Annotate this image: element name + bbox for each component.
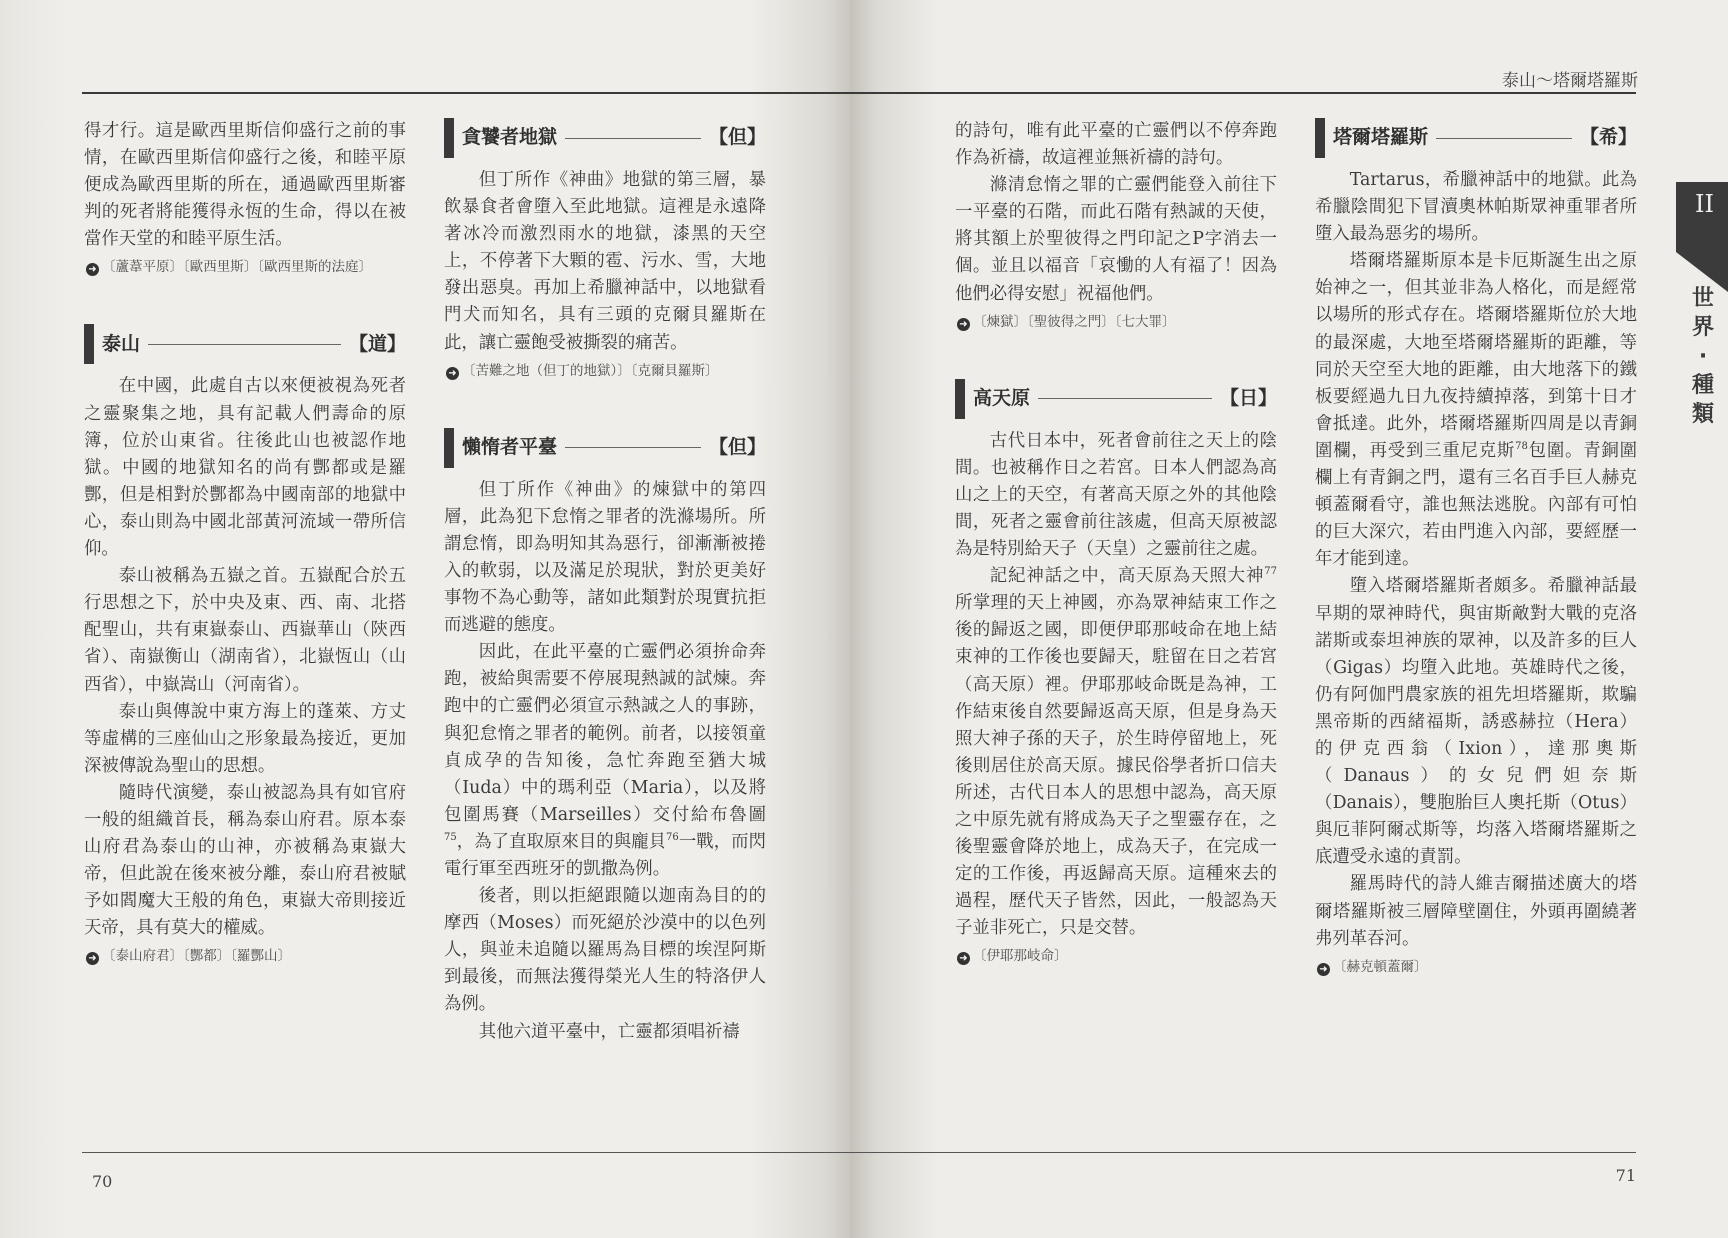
entry-title: 貪饕者地獄 <box>462 126 558 149</box>
paragraph: 羅馬時代的詩人維吉爾描述廣大的塔爾塔羅斯被三層障壁圍住，外頭再圍繞著弗列革吞河。 <box>1315 874 1637 949</box>
cross-reference-text: 〔伊耶那岐命〕 <box>973 948 1068 965</box>
continued-paragraph: 的詩句，唯有此平臺的亡靈們以不停奔跑作為祈禱，故這裡並無祈禱的詩句。 <box>955 121 1277 169</box>
entry-heading <box>1315 118 1637 158</box>
page-number: 71 <box>1615 1166 1636 1185</box>
entry-title: 塔爾塔羅斯 <box>1333 126 1429 149</box>
entry-tag: 【日】 <box>1219 387 1277 410</box>
paragraph: Tartarus，希臘神話中的地獄。此為希臘陰間犯下冒瀆奧林帕斯眾神重罪者所墮入最為惡劣的場所。 <box>1315 170 1637 245</box>
cross-reference <box>955 945 1277 967</box>
heading-bar <box>84 324 94 364</box>
page-number: 70 <box>92 1172 113 1191</box>
bottom-rule <box>82 1152 850 1153</box>
paragraph: 在中國，此處自古以來便被視為死者之靈聚集之地，具有記載人們壽命的原簿，位於山東省。往後此山也被認作地獄。中國的地獄知名的尚有酆都或是羅酆，但是相對於酆都為中國南部的地獄中心，泰山則為中國北部黃河流域一帶所信仰。 <box>84 376 406 560</box>
text-run: 因此，在此平臺的亡靈們必須拚命奔跑，被給與需要不停展現熱誠的試煉。奔跑中的亡靈們必須宣示熱誠之人的事跡，與犯怠惰之罪者的範例。前者，以接領童貞成孕的告知後，急忙奔跑至猶大城（Iuda）中的瑪利亞（Maria），以及將包圍馬賽（Marseilles）交付給布魯圖 <box>444 642 766 825</box>
heading-line <box>565 138 701 139</box>
footnote-mark: 75 <box>444 832 457 844</box>
text-run: 所掌理的天上神國，亦為眾神結束工作之後的歸返之國，即便伊耶那岐命在地上結束神的工作後也要歸天，駐留在日之若宮（高天原）裡。伊耶那岐命既是為神，工作結束後自然要歸返高天原，但是身為天照大神子孫的天子，於生時停留地上，死後則居住於高天原。據民俗學者折口信夫所述，古代日本人的思想中認為，高天原之中原先就有將成為天子之聖靈存在，之後聖靈會降於地上，成為天子，在完成一定的工作後，再返歸高天原。這種來去的過程，歷代天子皆然，因此，一般認為天子並非死亡，只是交替。 <box>955 593 1277 939</box>
entry-tag: 【但】 <box>708 126 766 149</box>
running-head: 泰山～塔爾塔羅斯 <box>1502 71 1638 91</box>
cross-reference-text: 〔煉獄〕〔聖彼得之門〕〔七大罪〕 <box>973 313 1176 330</box>
cross-reference-text: 〔泰山府君〕〔酆都〕〔羅酆山〕 <box>102 948 291 965</box>
entry-title: 高天原 <box>973 387 1031 410</box>
entry-heading <box>444 118 766 158</box>
paragraph: 隨時代演變，泰山被認為具有如官府一般的組織首長，稱為泰山府君。原本泰山府君為泰山的山神，亦被稱為東嶽大帝，但此說在後來被分離，泰山府君被賦予如閻魔大王般的角色，東嶽大帝則接近天帝，具有莫大的權威。 <box>84 782 406 939</box>
arrow-right-icon: ➜ <box>86 263 99 276</box>
cross-reference-text: 〔蘆葦平原〕〔歐西里斯〕〔歐西里斯的法庭〕 <box>102 259 372 276</box>
heading-bar <box>955 379 965 419</box>
text-run: 塔爾塔羅斯原本是卡厄斯誕生出之原始神之一，但其並非為人格化，而是經常以場所的形式存在。塔爾塔羅斯位於大地的最深處，大地至塔爾塔羅斯的距離，等同於天空至大地的距離，由大地落下的鐵板要經過九日九夜持續掉落，到第十日才會抵達。此外，塔爾塔羅斯四周是以青銅圍欄，再受到三重尼克斯 <box>1315 251 1637 461</box>
heading-line <box>148 344 341 345</box>
bottom-rule <box>850 1152 1636 1153</box>
intro-paragraph: 得才行。這是歐西里斯信仰盛行之前的事情，在歐西里斯信仰盛行之後，和睦平原便成為歐西里斯的所在，通過歐西里斯審判的死者將能獲得永恆的生命，得以在被當作天堂的和睦平原生活。 <box>84 121 406 250</box>
cross-reference <box>955 311 1277 333</box>
text-run: 包圍。青銅圍欄上有青銅之門，還有三名百手巨人赫克頓蓋爾看守，誰也無法逃脫。內部有可怕的巨大深穴，若由門進入內部，要經歷一年才能到達。 <box>1315 440 1637 570</box>
heading-bar <box>444 428 454 468</box>
entry-title: 泰山 <box>102 332 141 355</box>
cross-reference <box>84 945 406 967</box>
paragraph <box>444 639 766 883</box>
entry-heading <box>84 324 406 364</box>
paragraph: 但丁所作《神曲》的煉獄中的第四層，此為犯下怠惰之罪者的洗滌場所。所謂怠惰，即為明知其為惡行，卻漸漸被捲入的軟弱，以及滿足於現狀，對於更美好事物不為心動等，諸如此類對於現實抗拒而逃避的態度。 <box>444 479 766 636</box>
arrow-right-icon: ➜ <box>957 952 970 965</box>
entry-tag: 【但】 <box>708 436 766 459</box>
arrow-right-icon: ➜ <box>957 318 970 331</box>
column-2 <box>444 118 766 1046</box>
entry-heading <box>444 428 766 468</box>
paragraph: 古代日本中，死者會前往之天上的陰間。也被稱作日之若宮。日本人們認為高山之上的天空，有著高天原之外的其他陰間，死者之靈會前往該處，但高天原被認為是特別給天子（天皇）之靈前往之處。 <box>955 430 1277 560</box>
column-1 <box>84 118 406 967</box>
right-page <box>850 0 1728 1238</box>
cross-reference <box>444 360 766 382</box>
arrow-right-icon: ➜ <box>446 367 459 380</box>
entry-tag: 【希】 <box>1579 126 1637 149</box>
paragraph: 滌清怠惰之罪的亡靈們能登入前往下一平臺的石階，而此石階有熱誠的天使，將其額上於聖彼得之門印記之P字消去一個。並且以福音「哀慟的人有福了！因為他們必得安慰」祝福他們。 <box>955 175 1277 304</box>
heading-line <box>1436 138 1572 139</box>
footnote-mark: 76 <box>666 832 679 844</box>
paragraph: 墮入塔爾塔羅斯者頗多。希臘神話最早期的眾神時代，與宙斯敵對大戰的克洛諾斯或泰坦神族的眾神，以及許多的巨人（Gigas）均墮入此地。英雄時代之後，仍有阿伽門農家族的祖先坦塔羅斯，欺騙黑帝斯的西緒福斯，誘惑赫拉（Hera）的伊克西翁（Ixion），達那奧斯（Danaus）的女兒們妲奈斯（Danais），雙胞胎巨人奧托斯（Otus）與厄菲阿爾忒斯等，均落入塔爾塔羅斯之底遭受永遠的責罰。 <box>1315 576 1637 868</box>
text-run: 一戰，而閃電行軍至西班牙的凱撒為例。 <box>444 831 766 879</box>
column-3 <box>955 118 1277 967</box>
left-page <box>0 0 850 1238</box>
paragraph <box>955 563 1277 942</box>
paragraph: 泰山與傳說中東方海上的蓬萊、方丈等虛構的三座仙山之形象最為接近，更加深被傳說為聖山的思想。 <box>84 701 406 776</box>
heading-bar <box>1315 118 1325 158</box>
cross-reference-text: 〔赫克頓蓋爾〕 <box>1333 958 1428 975</box>
entry-title: 懶惰者平臺 <box>462 436 558 459</box>
cross-reference-text: 〔苦難之地（但丁的地獄）〕〔克爾貝羅斯〕 <box>462 362 719 379</box>
heading-line <box>1038 398 1212 399</box>
text-run: ，為了直取原來目的與龐貝 <box>456 831 667 852</box>
heading-line <box>565 447 701 448</box>
top-rule <box>82 92 850 94</box>
entry-heading <box>955 379 1277 419</box>
arrow-right-icon: ➜ <box>86 952 99 965</box>
column-4 <box>1315 118 1637 978</box>
section-title-vertical: 世界·種類 <box>1691 286 1714 427</box>
paragraph: 後者，則以拒絕跟隨以迦南為目的的摩西（Moses）而死絕於沙漠中的以色列人，與並未追隨以羅馬為目標的埃涅阿斯到最後，而無法獲得榮光人生的特洛伊人為例。 <box>444 886 766 1015</box>
paragraph: 其他六道平臺中，亡靈都須唱祈禱 <box>478 1021 740 1042</box>
cross-reference <box>84 256 406 278</box>
text-run: 記紀神話之中，高天原為天照大神 <box>989 566 1265 587</box>
footnote-mark: 78 <box>1515 441 1528 453</box>
paragraph: 泰山被稱為五嶽之首。五嶽配合於五行思想之下，於中央及東、西、南、北搭配聖山，共有東嶽泰山、西嶽華山（陝西省）、南嶽衡山（湖南省），北嶽恆山（山西省），中嶽嵩山（河南省）。 <box>84 566 406 695</box>
paragraph: 但丁所作《神曲》地獄的第三層，暴飲暴食者會墮入至此地獄。這裡是永遠降著冰冷而激烈雨水的地獄，漆黑的天空上，不停著下大顆的雹、污水、雪，大地發出惡臭。再加上希臘神話中，以地獄看門犬而知名，具有三頭的克爾貝羅斯在此，讓亡靈飽受被撕裂的痛苦。 <box>444 170 766 353</box>
top-rule <box>850 92 1636 94</box>
entry-tag: 【道】 <box>348 332 406 355</box>
section-tab-label: II <box>1695 190 1714 218</box>
arrow-right-icon: ➜ <box>1317 963 1330 976</box>
heading-bar <box>444 118 454 158</box>
footnote-mark: 77 <box>1264 566 1277 578</box>
paragraph <box>1315 248 1637 573</box>
cross-reference <box>1315 956 1637 978</box>
